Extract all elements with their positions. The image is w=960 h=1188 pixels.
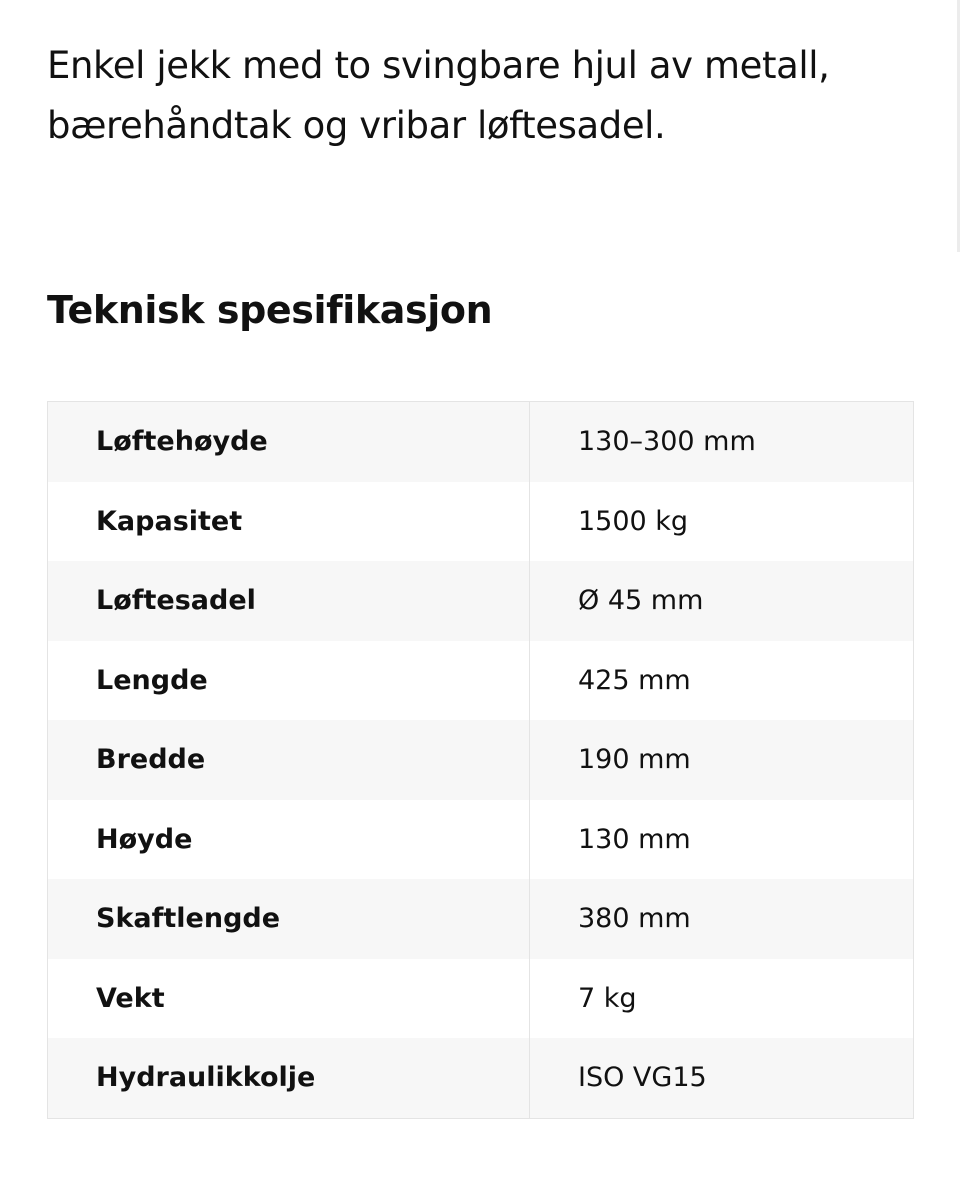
spec-value: Ø 45 mm (530, 561, 914, 641)
table-row (48, 720, 914, 800)
spec-label: Løftehøyde (48, 402, 530, 482)
spec-value: 130 mm (530, 800, 914, 880)
table-row (48, 879, 914, 959)
spec-label: Skaftlengde (48, 879, 530, 959)
spec-heading: Teknisk spesifikasjon (47, 288, 493, 332)
table-row (48, 1038, 914, 1118)
spec-label: Høyde (48, 800, 530, 880)
spec-value: 7 kg (530, 959, 914, 1039)
description-line-2: bærehåndtak og vribar løftesadel. (47, 104, 666, 147)
table-row (48, 641, 914, 721)
spec-value: 425 mm (530, 641, 914, 721)
spec-value: 190 mm (530, 720, 914, 800)
spec-label: Hydraulikkolje (48, 1038, 530, 1118)
spec-value: 130–300 mm (530, 402, 914, 482)
table-row (48, 959, 914, 1039)
table-row (48, 800, 914, 880)
spec-value: ISO VG15 (530, 1038, 914, 1118)
description-line-1: Enkel jekk med to svingbare hjul av metall, (47, 44, 830, 87)
spec-label: Løftesadel (48, 561, 530, 641)
spec-label: Lengde (48, 641, 530, 721)
spec-table (47, 401, 914, 1119)
table-row (48, 402, 914, 482)
spec-label: Bredde (48, 720, 530, 800)
spec-value: 380 mm (530, 879, 914, 959)
table-row (48, 482, 914, 562)
table-row (48, 561, 914, 641)
spec-value: 1500 kg (530, 482, 914, 562)
spec-label: Vekt (48, 959, 530, 1039)
product-description (47, 36, 907, 156)
spec-label: Kapasitet (48, 482, 530, 562)
